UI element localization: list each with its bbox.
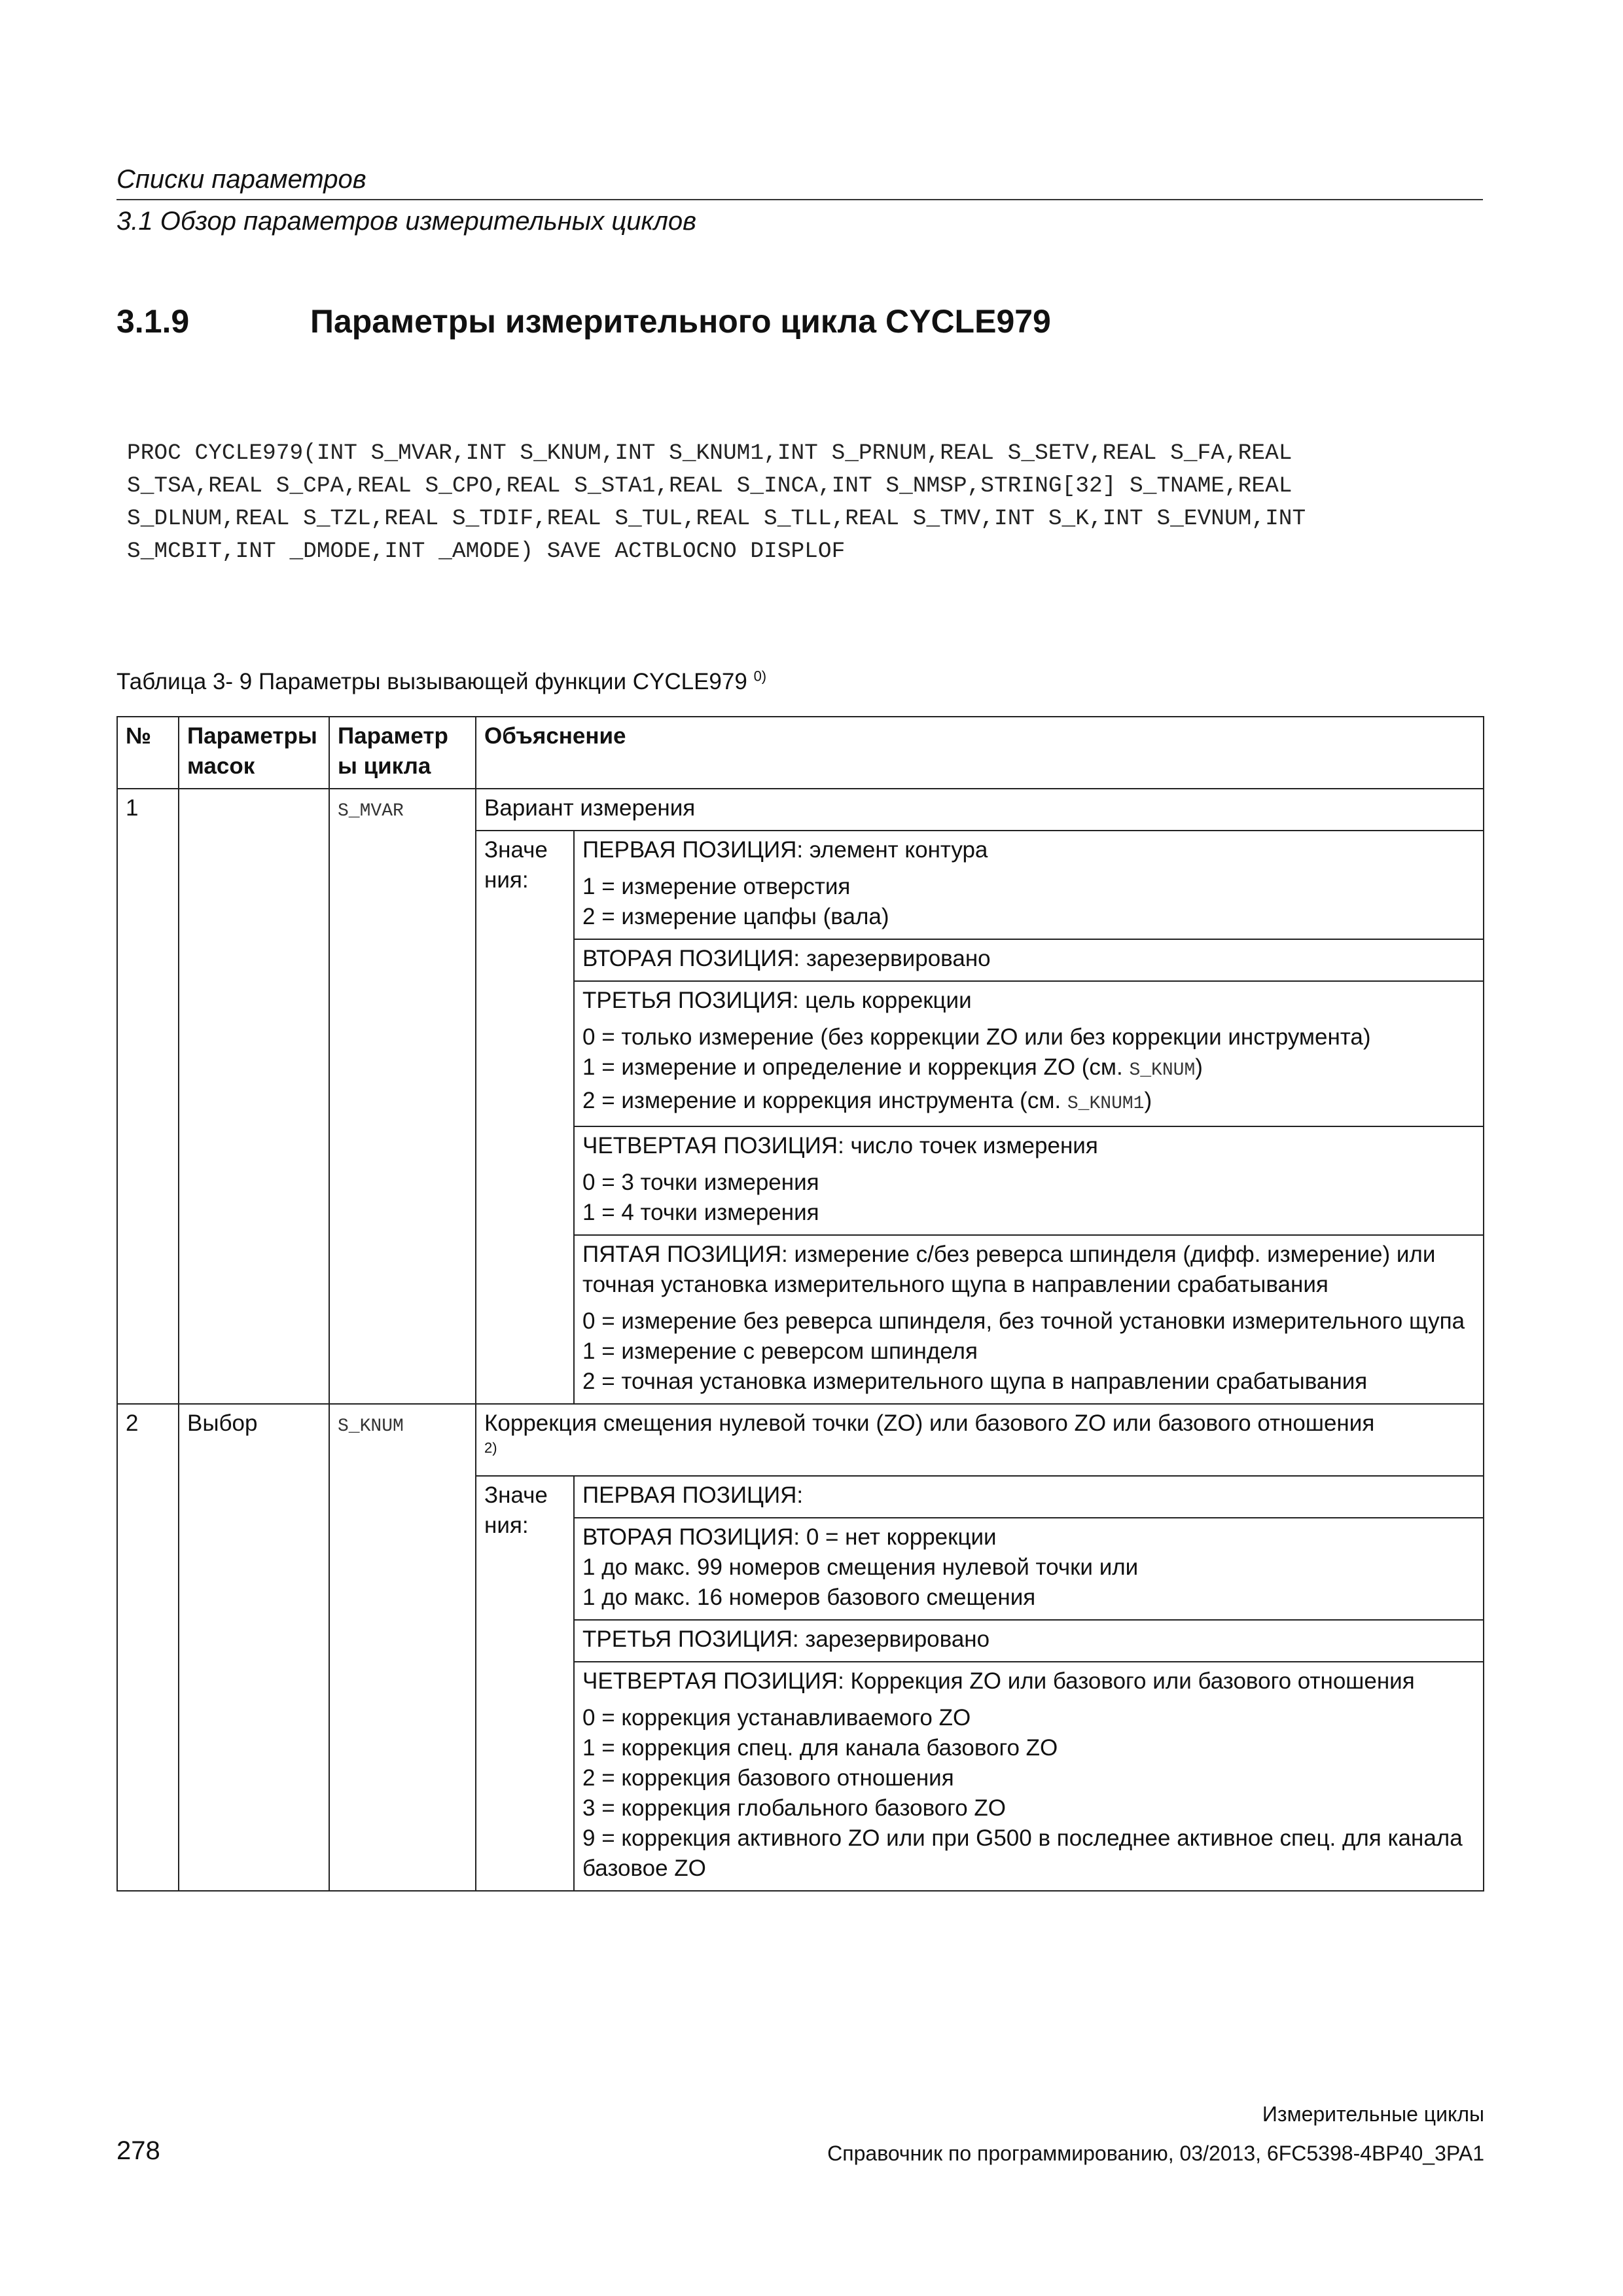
- code-block: [127, 437, 1501, 568]
- table-row: [117, 1404, 1484, 1476]
- position-line: 1 = коррекция спец. для канала базового ZO: [582, 1735, 1058, 1761]
- table-row: [117, 789, 1484, 831]
- position-cell: [574, 1620, 1484, 1662]
- chapter-title: Списки параметров: [116, 165, 366, 194]
- row-description: Вариант измерения: [476, 789, 1484, 831]
- position-line: 0 = коррекция устанавливаемого ZO: [582, 1705, 971, 1731]
- table-header-row: [117, 717, 1484, 789]
- position-title: ПЕРВАЯ ПОЗИЦИЯ: элемент контура: [582, 837, 988, 863]
- code-ref: S_KNUM: [1129, 1060, 1196, 1081]
- section-subtitle: 3.1 Обзор параметров измерительных циклов: [116, 207, 697, 236]
- section-title: Параметры измерительного цикла CYCLE979: [310, 303, 1051, 340]
- position-line: ВТОРАЯ ПОЗИЦИЯ: 0 = нет коррекции: [582, 1524, 997, 1550]
- table-caption-footnote: 0): [753, 668, 767, 685]
- position-title: ТРЕТЬЯ ПОЗИЦИЯ: цель коррекции: [582, 988, 972, 1013]
- row-param: [329, 789, 476, 1404]
- position-line: 9 = коррекция активного ZO или при G500 в последнее активное спец. для канала базовое ZO: [582, 1825, 1463, 1881]
- footer-book-title: Измерительные циклы: [1262, 2102, 1484, 2126]
- position-line: 2 = измерение и коррекция инструмента (см. S_KNUM1): [582, 1088, 1152, 1114]
- code-line: PROC CYCLE979(INT S_MVAR,INT S_KNUM,INT S_KNUM1,INT S_PRNUM,REAL S_SETV,REAL S_FA,REAL: [127, 440, 1293, 466]
- position-cell: [574, 1126, 1484, 1235]
- position-line: 1 = измерение с реверсом шпинделя: [582, 1338, 978, 1364]
- position-line: 3 = коррекция глобального базового ZO: [582, 1795, 1007, 1821]
- position-line: 2 = измерение цапфы (вала): [582, 904, 889, 929]
- row-number: 1: [117, 789, 179, 1404]
- position-line: 1 = измерение и определение и коррекция ZO (см. S_KNUM): [582, 1054, 1203, 1081]
- position-cell: [574, 1235, 1484, 1404]
- position-title: ПЯТАЯ ПОЗИЦИЯ: измерение с/без реверса шпинделя (дифф. измерение) или точная установка измерительного щупа в направлении срабатывания: [582, 1242, 1436, 1297]
- code-line: S_DLNUM,REAL S_TZL,REAL S_TDIF,REAL S_TUL,REAL S_TLL,REAL S_TMV,INT S_K,INT S_EVNUM,INT: [127, 506, 1306, 531]
- header-explanation: Объяснение: [476, 717, 1484, 789]
- running-header: [116, 162, 1483, 238]
- position-title: ТРЕТЬЯ ПОЗИЦИЯ: зарезервировано: [582, 1626, 990, 1652]
- code-line: S_MCBIT,INT _DMODE,INT _AMODE) SAVE ACTBLOCNO DISPLOF: [127, 539, 846, 564]
- header-rule: [116, 199, 1483, 200]
- position-line: 0 = только измерение (без коррекции ZO или без коррекции инструмента): [582, 1024, 1371, 1050]
- position-cell: [574, 981, 1484, 1126]
- values-label: Значе ния:: [476, 1476, 574, 1891]
- table-caption-text: Таблица 3- 9 Параметры вызывающей функции CYCLE979: [116, 669, 747, 694]
- position-line: 2 = коррекция базового отношения: [582, 1765, 954, 1791]
- position-cell: [574, 831, 1484, 939]
- position-cell: [574, 939, 1484, 981]
- header-mask-param: Параметры масок: [179, 717, 329, 789]
- row-mask: Выбор: [179, 1404, 329, 1891]
- position-line: 1 до макс. 16 номеров базового смещения: [582, 1585, 1036, 1610]
- position-line: 0 = измерение без реверса шпинделя, без точной установки измерительного щупа: [582, 1308, 1465, 1334]
- position-title: ЧЕТВЕРТАЯ ПОЗИЦИЯ: число точек измерения: [582, 1133, 1098, 1158]
- position-title: ПЕРВАЯ ПОЗИЦИЯ:: [582, 1482, 804, 1508]
- section-number: 3.1.9: [116, 303, 190, 340]
- parameter-table: [116, 716, 1484, 1892]
- position-cell: [574, 1662, 1484, 1891]
- section-heading: [116, 302, 1051, 340]
- position-line: 2 = точная установка измерительного щупа в направлении срабатывания: [582, 1369, 1368, 1394]
- code-line: S_TSA,REAL S_CPA,REAL S_CPO,REAL S_STA1,REAL S_INCA,INT S_NMSP,STRING[32] S_TNAME,REAL: [127, 473, 1293, 499]
- header-cycle-param: Параметр ы цикла: [329, 717, 476, 789]
- footer-reference: Справочник по программированию, 03/2013, 6FC5398-4BP40_3PA1: [827, 2142, 1484, 2165]
- code-ref: S_KNUM1: [1067, 1094, 1145, 1114]
- position-cell: [574, 1476, 1484, 1518]
- position-cell: [574, 1518, 1484, 1620]
- row-description: Коррекция смещения нулевой точки (ZO) или базового ZO или базового отношения $^{2)}$: [476, 1404, 1484, 1476]
- header-no: №: [117, 717, 179, 789]
- position-line: 0 = 3 точки измерения: [582, 1170, 819, 1195]
- row-number: 2: [117, 1404, 179, 1891]
- values-label: Значе ния:: [476, 831, 574, 1404]
- table-caption: [116, 669, 766, 695]
- position-line: 1 = 4 точки измерения: [582, 1200, 819, 1225]
- row-mask: [179, 789, 329, 1404]
- description-footnote: 2): [484, 1439, 497, 1456]
- position-title: ВТОРАЯ ПОЗИЦИЯ: зарезервировано: [582, 946, 991, 971]
- row-param: [329, 1404, 476, 1891]
- page-number: 278: [116, 2136, 160, 2165]
- position-title: ЧЕТВЕРТАЯ ПОЗИЦИЯ: Коррекция ZO или базового или базового отношения: [582, 1668, 1415, 1694]
- param-name: S_KNUM: [338, 1416, 404, 1437]
- position-line: 1 = измерение отверстия: [582, 874, 851, 899]
- position-line: 1 до макс. 99 номеров смещения нулевой точки или: [582, 1554, 1139, 1580]
- param-name: S_MVAR: [338, 801, 404, 821]
